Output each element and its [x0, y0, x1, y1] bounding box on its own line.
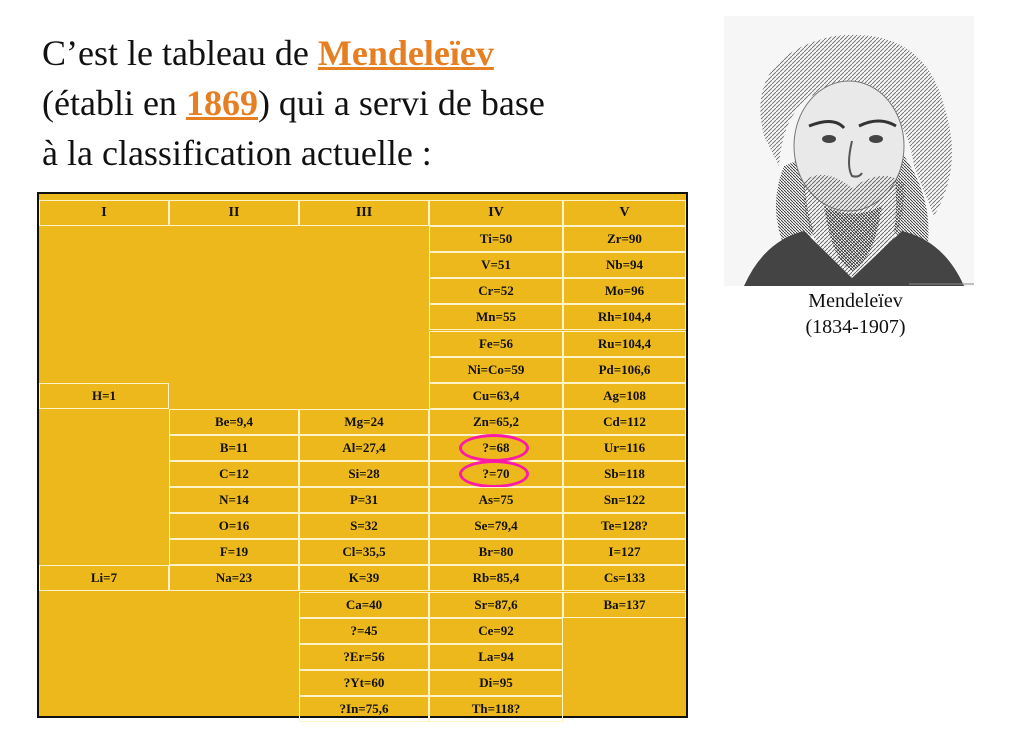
element-cell: Sn=122 [563, 487, 686, 513]
element-cell: Mo=96 [563, 278, 686, 304]
element-cell: Be=9,4 [169, 409, 299, 435]
element-cell: ?In=75,6 [299, 696, 429, 722]
element-cell: Se=79,4 [429, 513, 563, 539]
element-cell: Te=128? [563, 513, 686, 539]
column-header-5: V [563, 200, 686, 226]
caption-name: Mendeleïev [808, 290, 903, 312]
element-cell: Ti=50 [429, 226, 563, 252]
element-cell: B=11 [169, 435, 299, 461]
element-cell: Nb=94 [563, 252, 686, 278]
element-cell: F=19 [169, 539, 299, 565]
column-header-3: III [299, 200, 429, 226]
element-cell: Ni=Co=59 [429, 357, 563, 383]
element-cell: Mg=24 [299, 409, 429, 435]
mendeleev-link[interactable]: Mendeleïev [317, 33, 494, 73]
element-cell: Mn=55 [429, 304, 563, 330]
element-cell: Ba=137 [563, 592, 686, 618]
element-cell: As=75 [429, 487, 563, 513]
element-cell: Ru=104,4 [563, 331, 686, 357]
intro-line3: à la classification actuelle : [42, 133, 432, 173]
element-cell: N=14 [169, 487, 299, 513]
element-cell: Ur=116 [563, 435, 686, 461]
element-cell: Zn=65,2 [429, 409, 563, 435]
element-cell: I=127 [563, 539, 686, 565]
element-cell: Si=28 [299, 461, 429, 487]
element-cell: Na=23 [169, 565, 299, 591]
element-cell: Sb=118 [563, 461, 686, 487]
element-cell: Cd=112 [563, 409, 686, 435]
mendeleev-periodic-table [37, 192, 688, 718]
element-cell: Ce=92 [429, 618, 563, 644]
element-cell: Cu=63,4 [429, 383, 563, 409]
element-cell: Cs=133 [563, 565, 686, 591]
element-cell: Di=95 [429, 670, 563, 696]
element-cell: Al=27,4 [299, 435, 429, 461]
element-cell: P=31 [299, 487, 429, 513]
mendeleev-portrait [724, 16, 974, 286]
element-cell: Sr=87,6 [429, 592, 563, 618]
element-cell: Li=7 [39, 565, 169, 591]
column-header-1: I [39, 200, 169, 226]
element-cell: Cr=52 [429, 278, 563, 304]
element-cell: La=94 [429, 644, 563, 670]
highlight-circle [459, 434, 529, 462]
element-cell: H=1 [39, 383, 169, 409]
intro-mid2: ) qui a servi de base [257, 83, 545, 123]
element-cell: K=39 [299, 565, 429, 591]
intro-text [42, 28, 702, 178]
element-cell: S=32 [299, 513, 429, 539]
element-cell: ?=70 [429, 461, 563, 487]
element-cell: ?Er=56 [299, 644, 429, 670]
intro-mid1: (établi en [42, 83, 186, 123]
element-cell: Rh=104,4 [563, 304, 686, 330]
element-cell: Br=80 [429, 539, 563, 565]
element-cell: Ag=108 [563, 383, 686, 409]
highlight-circle [459, 460, 529, 488]
element-cell: Th=118? [429, 696, 563, 722]
column-header-2: II [169, 200, 299, 226]
portrait-caption [788, 288, 923, 340]
element-cell: Ca=40 [299, 592, 429, 618]
year-1869-link[interactable]: 1869 [185, 83, 258, 123]
caption-years: (1834-1907) [805, 316, 906, 338]
column-header-4: IV [429, 200, 563, 226]
element-cell: ?Yt=60 [299, 670, 429, 696]
element-cell: O=16 [169, 513, 299, 539]
element-cell: C=12 [169, 461, 299, 487]
element-cell: Fe=56 [429, 331, 563, 357]
element-cell: ?=68 [429, 435, 563, 461]
element-cell: Pd=106,6 [563, 357, 686, 383]
element-cell: Cl=35,5 [299, 539, 429, 565]
intro-prefix: C’est le tableau de [42, 33, 318, 73]
element-cell: Zr=90 [563, 226, 686, 252]
element-cell: V=51 [429, 252, 563, 278]
element-cell: ?=45 [299, 618, 429, 644]
element-cell: Rb=85,4 [429, 565, 563, 591]
